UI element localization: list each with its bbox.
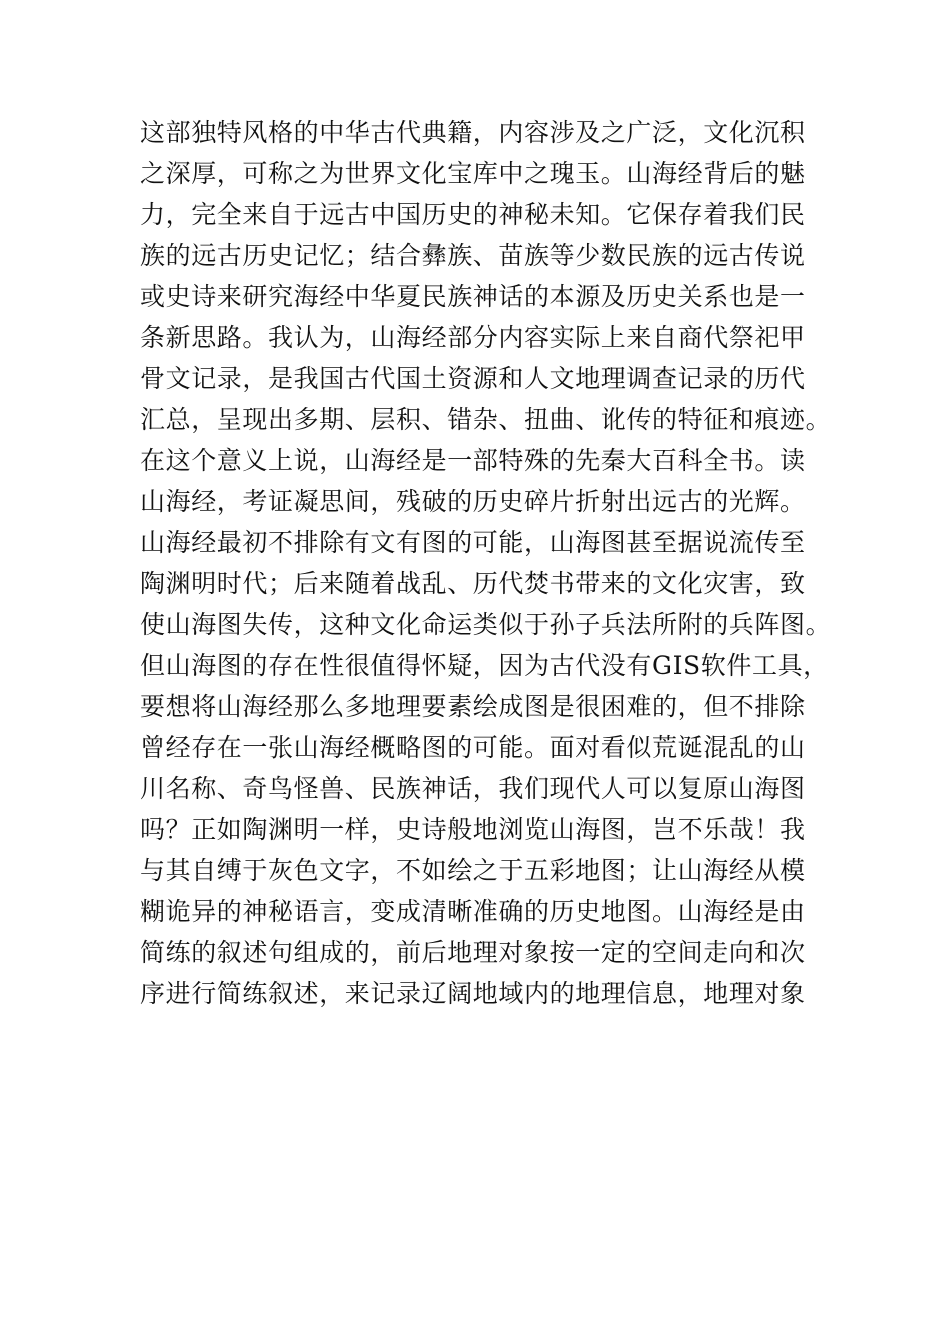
text-line: 糊诡异的神秘语言，变成清晰准确的历史地图。山海经是由 xyxy=(140,897,806,926)
text-line: 汇总，呈现出多期、层积、错杂、扭曲、讹传的特征和痕迹。 xyxy=(140,405,832,434)
text-line: 但山海图的存在性很值得怀疑，因为古代没有GIS软件工具， xyxy=(140,651,829,680)
text-line: 川名称、奇鸟怪兽、民族神话，我们现代人可以复原山海图 xyxy=(140,774,806,803)
text-line: 与其自缚于灰色文字，不如绘之于五彩地图；让山海经从模 xyxy=(140,856,806,885)
text-line: 使山海图失传，这种文化命运类似于孙子兵法所附的兵阵图。 xyxy=(140,610,832,639)
text-line: 曾经存在一张山海经概略图的可能。面对看似荒诞混乱的山 xyxy=(140,733,806,762)
text-line: 吗？正如陶渊明一样，史诗般地浏览山海图，岂不乐哉！我 xyxy=(140,815,806,844)
text-line: 在这个意义上说，山海经是一部特殊的先秦大百科全书。读 xyxy=(140,446,806,475)
text-line: 或史诗来研究海经中华夏民族神话的本源及历史关系也是一 xyxy=(140,282,806,311)
text-line: 条新思路。我认为，山海经部分内容实际上来自商代祭祀甲 xyxy=(140,323,806,352)
body-text xyxy=(140,112,832,1014)
text-line: 山海经，考证凝思间，残破的历史碎片折射出远古的光辉。 xyxy=(140,487,806,516)
text-line: 要想将山海经那么多地理要素绘成图是很困难的，但不排除 xyxy=(140,692,806,721)
text-line: 这部独特风格的中华古代典籍，内容涉及之广泛，文化沉积 xyxy=(140,118,806,147)
text-line: 简练的叙述句组成的，前后地理对象按一定的空间走向和次 xyxy=(140,938,806,967)
text-line: 族的远古历史记忆；结合彝族、苗族等少数民族的远古传说 xyxy=(140,241,806,270)
text-line: 山海经最初不排除有文有图的可能，山海图甚至据说流传至 xyxy=(140,528,806,557)
text-line: 陶渊明时代；后来随着战乱、历代焚书带来的文化灾害，致 xyxy=(140,569,806,598)
text-line: 骨文记录，是我国古代国土资源和人文地理调查记录的历代 xyxy=(140,364,806,393)
text-line: 力，完全来自于远古中国历史的神秘未知。它保存着我们民 xyxy=(140,200,806,229)
text-line: 之深厚，可称之为世界文化宝库中之瑰玉。山海经背后的魅 xyxy=(140,159,806,188)
text-line: 序进行简练叙述，来记录辽阔地域内的地理信息，地理对象 xyxy=(140,979,806,1008)
